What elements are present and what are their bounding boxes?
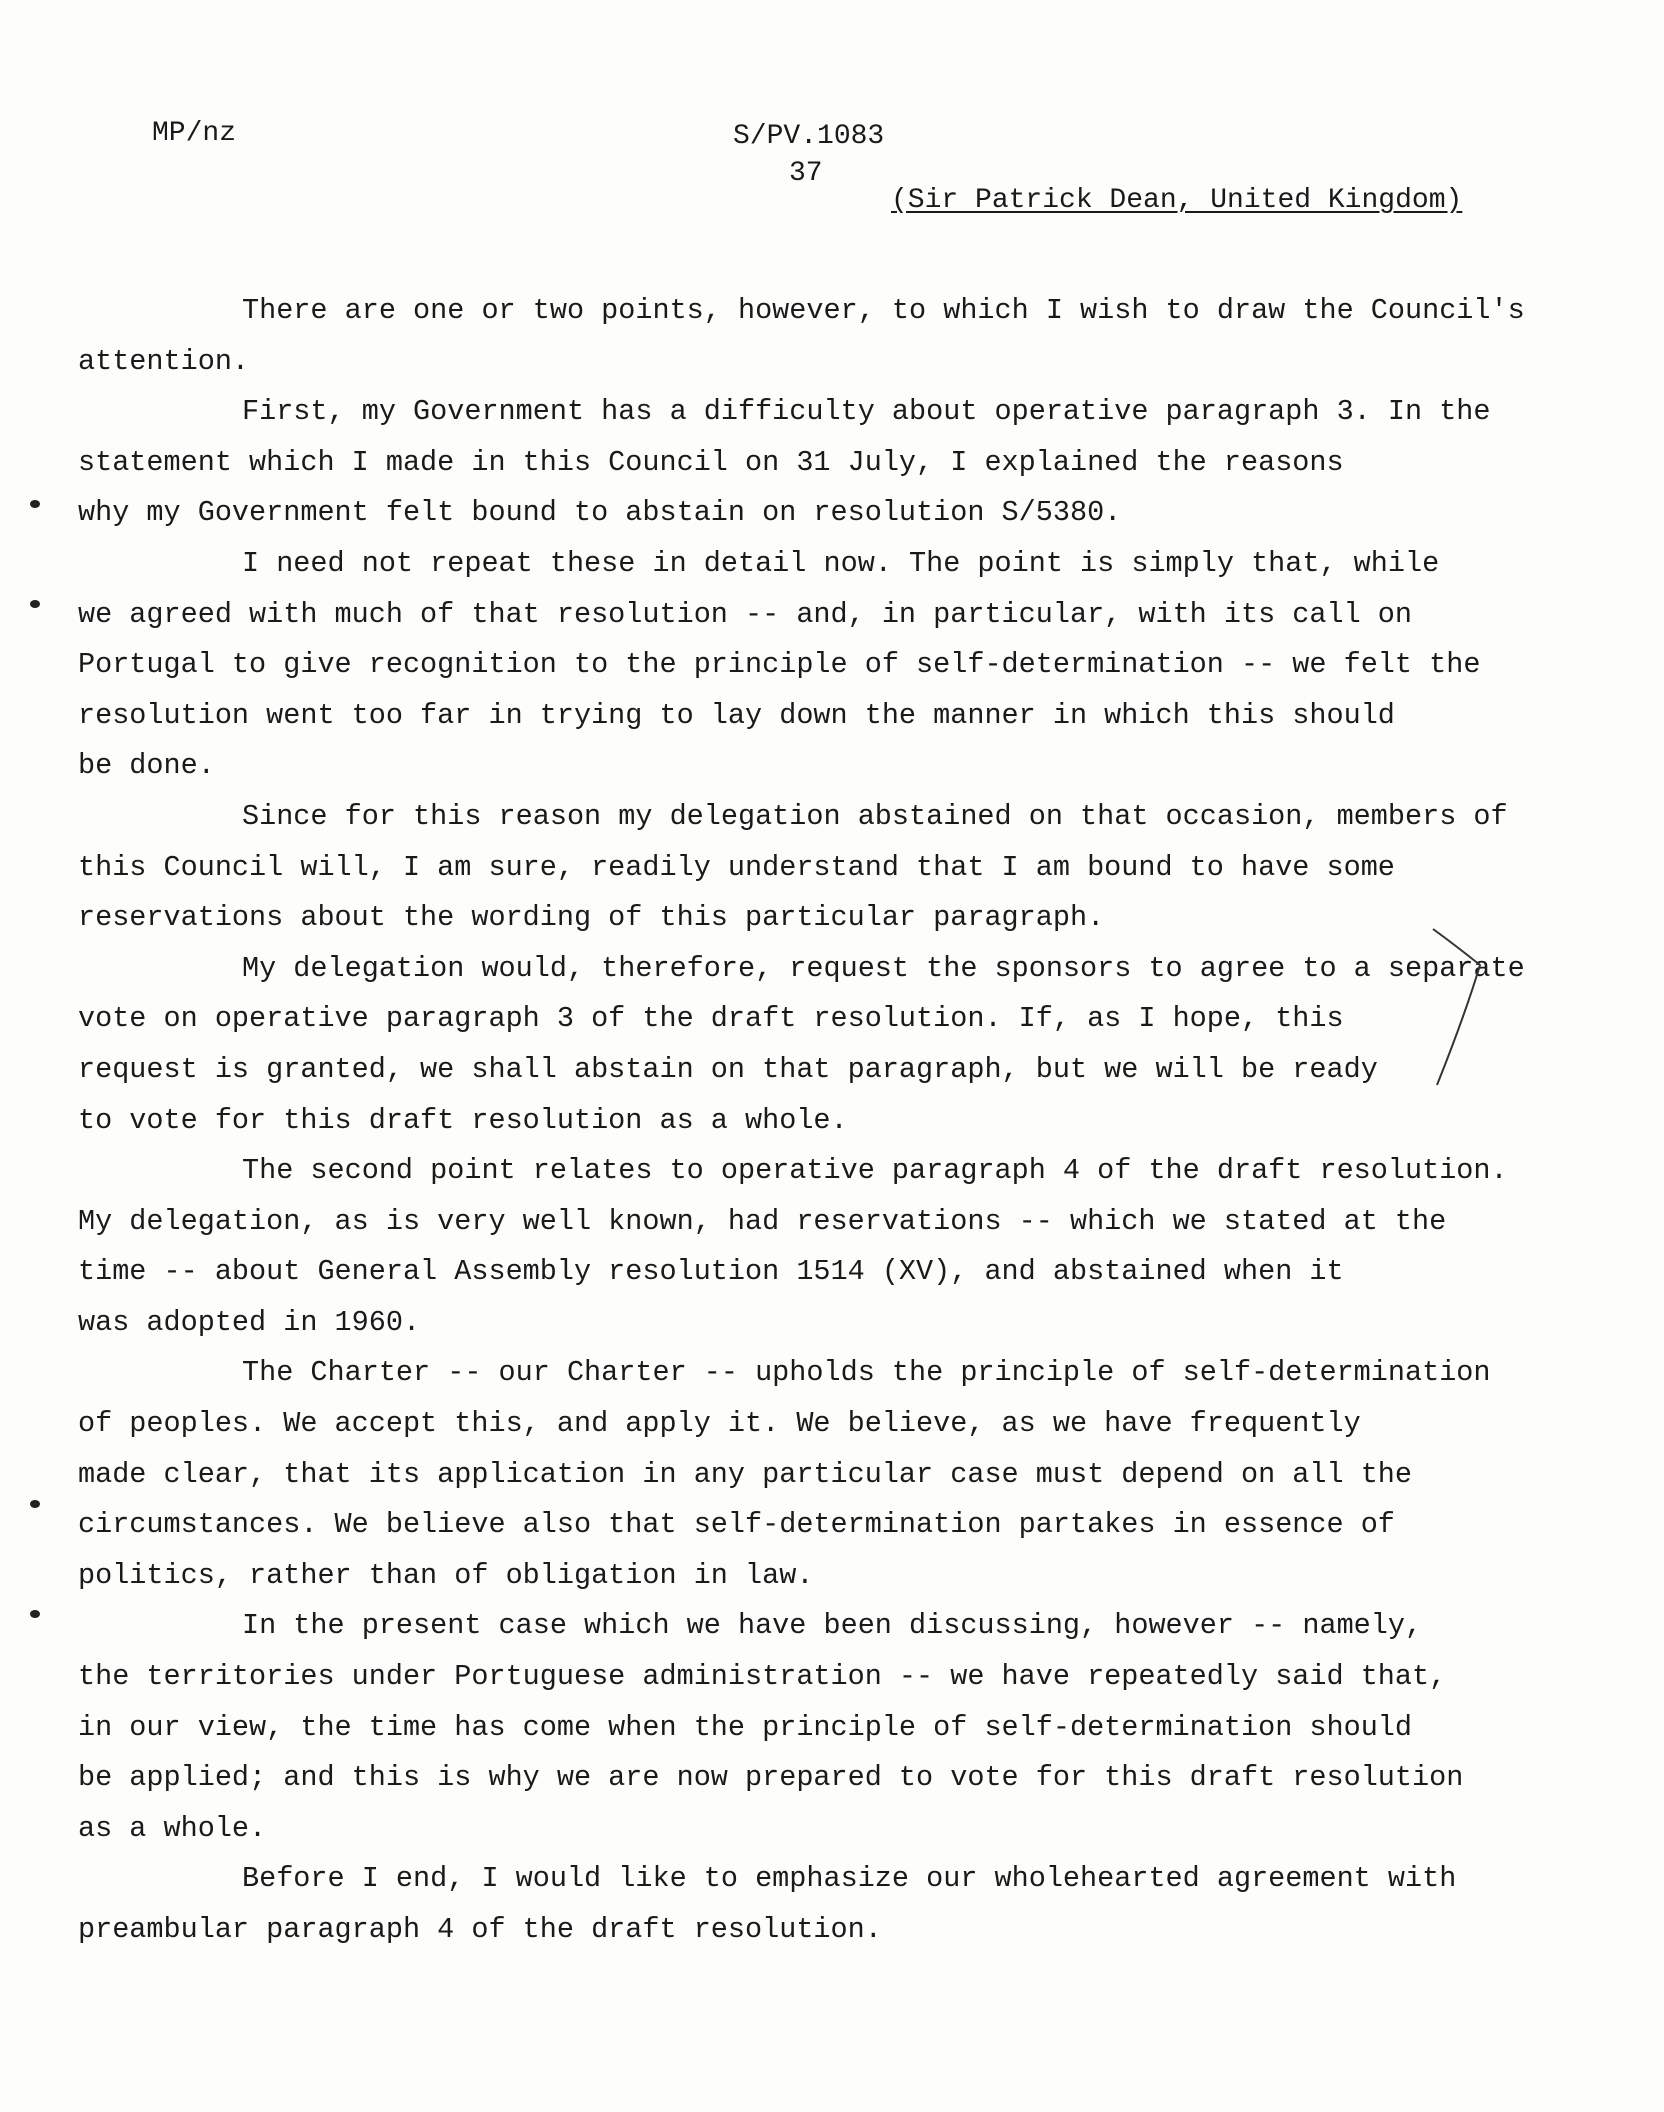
margin-punch-mark: [30, 600, 40, 608]
page-number: 37: [789, 158, 823, 189]
text-line: preambular paragraph 4 of the draft resolution.: [78, 1913, 882, 1946]
text-line: resolution went too far in trying to lay down the manner in which this should: [78, 698, 1395, 732]
text-line: First, my Government has a difficulty about operative paragraph 3. In the: [242, 395, 1491, 429]
margin-punch-mark: [30, 1500, 40, 1508]
text-line: of peoples. We accept this, and apply it. We believe, as we have frequently: [78, 1407, 1361, 1441]
text-line: be applied; and this is why we are now prepared to vote for this draft resolution: [78, 1761, 1464, 1795]
text-line: in our view, the time has come when the principle of self-determination should: [78, 1710, 1413, 1744]
text-line: In the present case which we have been discussing, however -- namely,: [242, 1609, 1423, 1643]
reference-code: MP/nz: [152, 118, 237, 149]
text-line: statement which I made in this Council on 31 July, I explained the reasons: [78, 445, 1344, 479]
text-line: reservations about the wording of this particular paragraph.: [78, 901, 1105, 935]
text-line: we agreed with much of that resolution -- and, in particular, with its call on: [78, 597, 1413, 631]
paragraph-8: [78, 1601, 1530, 1854]
paragraph-9: [78, 1854, 1530, 1955]
text-line: be done.: [78, 749, 215, 783]
text-line: My delegation, as is very well known, had reservations -- which we stated at the: [78, 1204, 1447, 1238]
paragraph-3: [78, 539, 1530, 792]
text-line: The Charter -- our Charter -- upholds the principle of self-determination: [242, 1356, 1491, 1390]
text-line: attention.: [78, 344, 250, 378]
paragraph-2: [78, 387, 1530, 539]
text-line: Portugal to give recognition to the principle of self-determination -- we felt the: [78, 648, 1481, 682]
text-line: The second point relates to operative paragraph 4 of the draft resolution.: [242, 1154, 1508, 1188]
text-line: There are one or two points, however, to which I wish to draw the Council's: [242, 294, 1525, 327]
text-line: Before I end, I would like to emphasize our wholehearted agreement with: [242, 1862, 1457, 1896]
text-line: Since for this reason my delegation abstained on that occasion, members of: [242, 799, 1508, 833]
margin-punch-mark: [30, 1610, 40, 1618]
speaker-attribution: (Sir Patrick Dean, United Kingdom): [891, 185, 1463, 216]
text-line: the territories under Portuguese administration -- we have repeatedly said that,: [78, 1660, 1447, 1694]
paragraph-5: [78, 944, 1530, 1146]
paragraph-6: [78, 1146, 1530, 1348]
text-line: politics, rather than of obligation in law.: [78, 1558, 814, 1592]
margin-punch-mark: [30, 500, 40, 508]
text-line: time -- about General Assembly resolution 1514 (XV), and abstained when it: [78, 1255, 1344, 1289]
text-line: I need not repeat these in detail now. The point is simply that, while: [242, 546, 1440, 580]
text-line: this Council will, I am sure, readily understand that I am bound to have some: [78, 850, 1395, 884]
paragraph-7: [78, 1348, 1530, 1601]
document-header: [733, 118, 884, 192]
document-symbol: S/PV.1083: [733, 121, 885, 152]
text-line: My delegation would, therefore, request the sponsors to agree to a separate: [242, 951, 1525, 985]
text-line: vote on operative paragraph 3 of the draft resolution. If, as I hope, this: [78, 1002, 1344, 1036]
text-line: was adopted in 1960.: [78, 1305, 421, 1339]
text-line: to vote for this draft resolution as a whole.: [78, 1103, 848, 1137]
document-body: [78, 286, 1530, 1956]
paragraph-1: [78, 286, 1530, 387]
text-line: request is granted, we shall abstain on that paragraph, but we will be ready: [78, 1052, 1378, 1086]
text-line: circumstances. We believe also that self-determination partakes in essence of: [78, 1508, 1395, 1542]
text-line: why my Government felt bound to abstain on resolution S/5380.: [78, 496, 1122, 530]
text-line: as a whole.: [78, 1811, 267, 1845]
margin-bracket-mark: [1425, 925, 1495, 1095]
text-line: made clear, that its application in any particular case must depend on all the: [78, 1457, 1413, 1491]
paragraph-4: [78, 792, 1530, 944]
